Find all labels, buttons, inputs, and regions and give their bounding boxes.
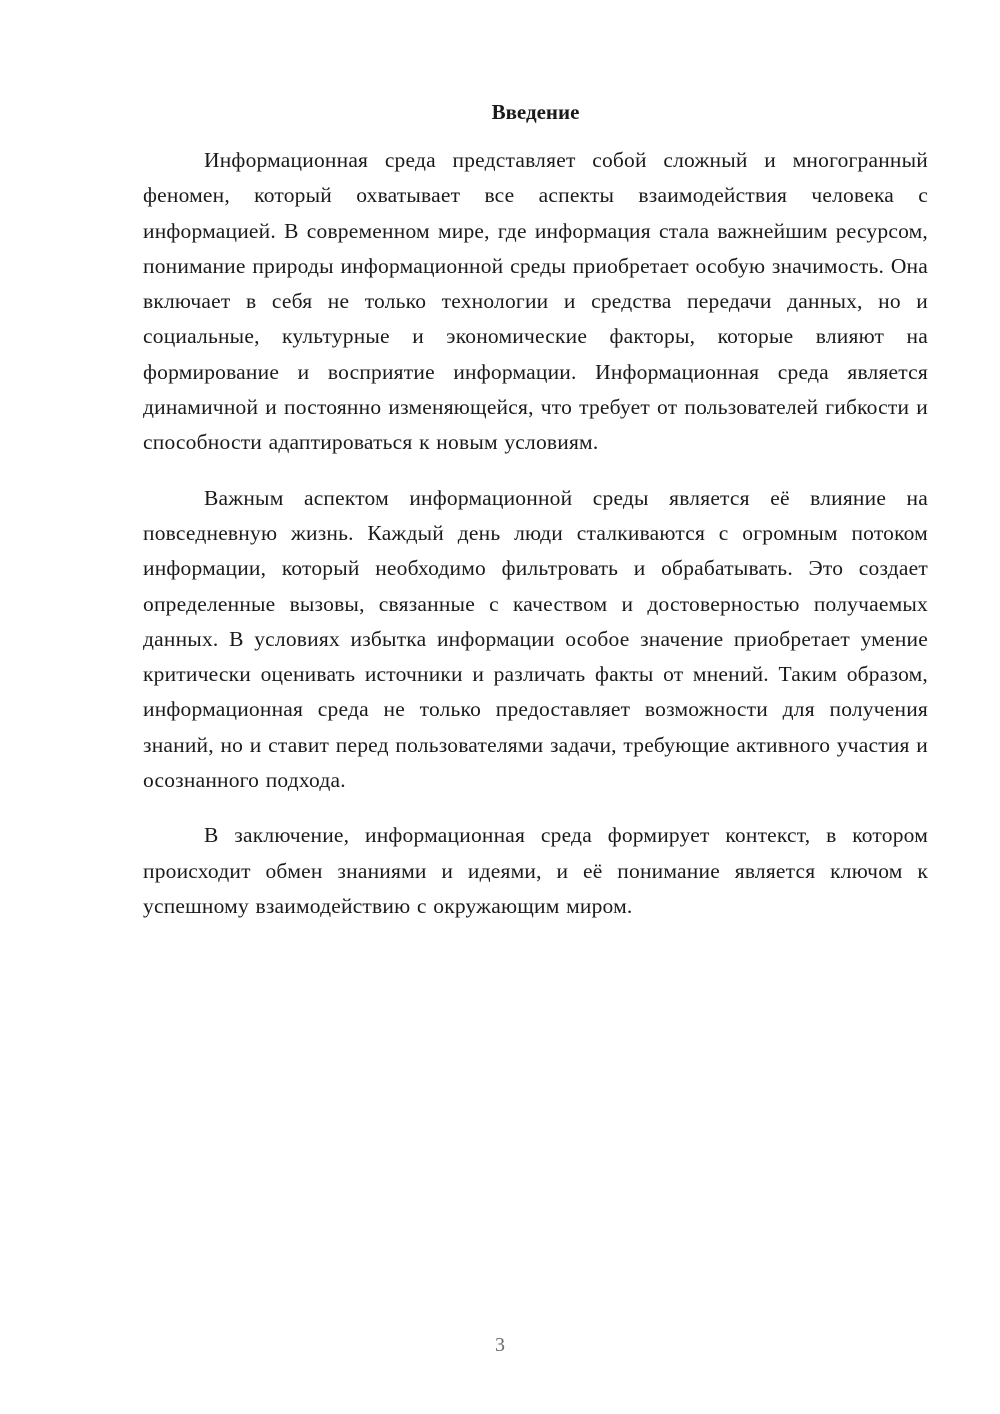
paragraph-2: Важным аспектом информационной среды является её влияние на повседневную жизнь. Каждый день люди сталкиваются с огромным потоком информации, который необходимо фильтровать и обрабатывать. Это создает определенные вызовы, связанные с качеством и достоверностью получаемых данных. В условиях избытка информации особое значение приобретает умение критически оценивать источники и различать факты от мнений. Таким образом, информационная среда не только предоставляет возможности для получения знаний, но и ставит перед пользователями задачи, требующие активного участия и осознанного подхода. xyxy=(143,485,928,793)
paragraph-1: Информационная среда представляет собой сложный и многогранный феномен, который охватывает все аспекты взаимодействия человека с информацией. В современном мире, где информация стала важнейшим ресурсом, понимание природы информационной среды приобретает особую значимость. Она включает в себя не только технологии и средства передачи данных, но и социальные, культурные и экономические факторы, которые влияют на формирование и восприятие информации. Информационная среда является динамичной и постоянно изменяющейся, что требует от пользователей гибкости и способности адаптироваться к новым условиям. xyxy=(143,148,928,455)
document-body xyxy=(143,143,928,944)
section-heading: Введение xyxy=(491,100,580,124)
paragraph-3: В заключение, информационная среда формирует контекст, в котором происходит обмен знаниями и идеями, и её понимание является ключом к успешному взаимодействию с окружающим миром. xyxy=(143,823,928,918)
page-number: 3 xyxy=(495,1334,505,1356)
